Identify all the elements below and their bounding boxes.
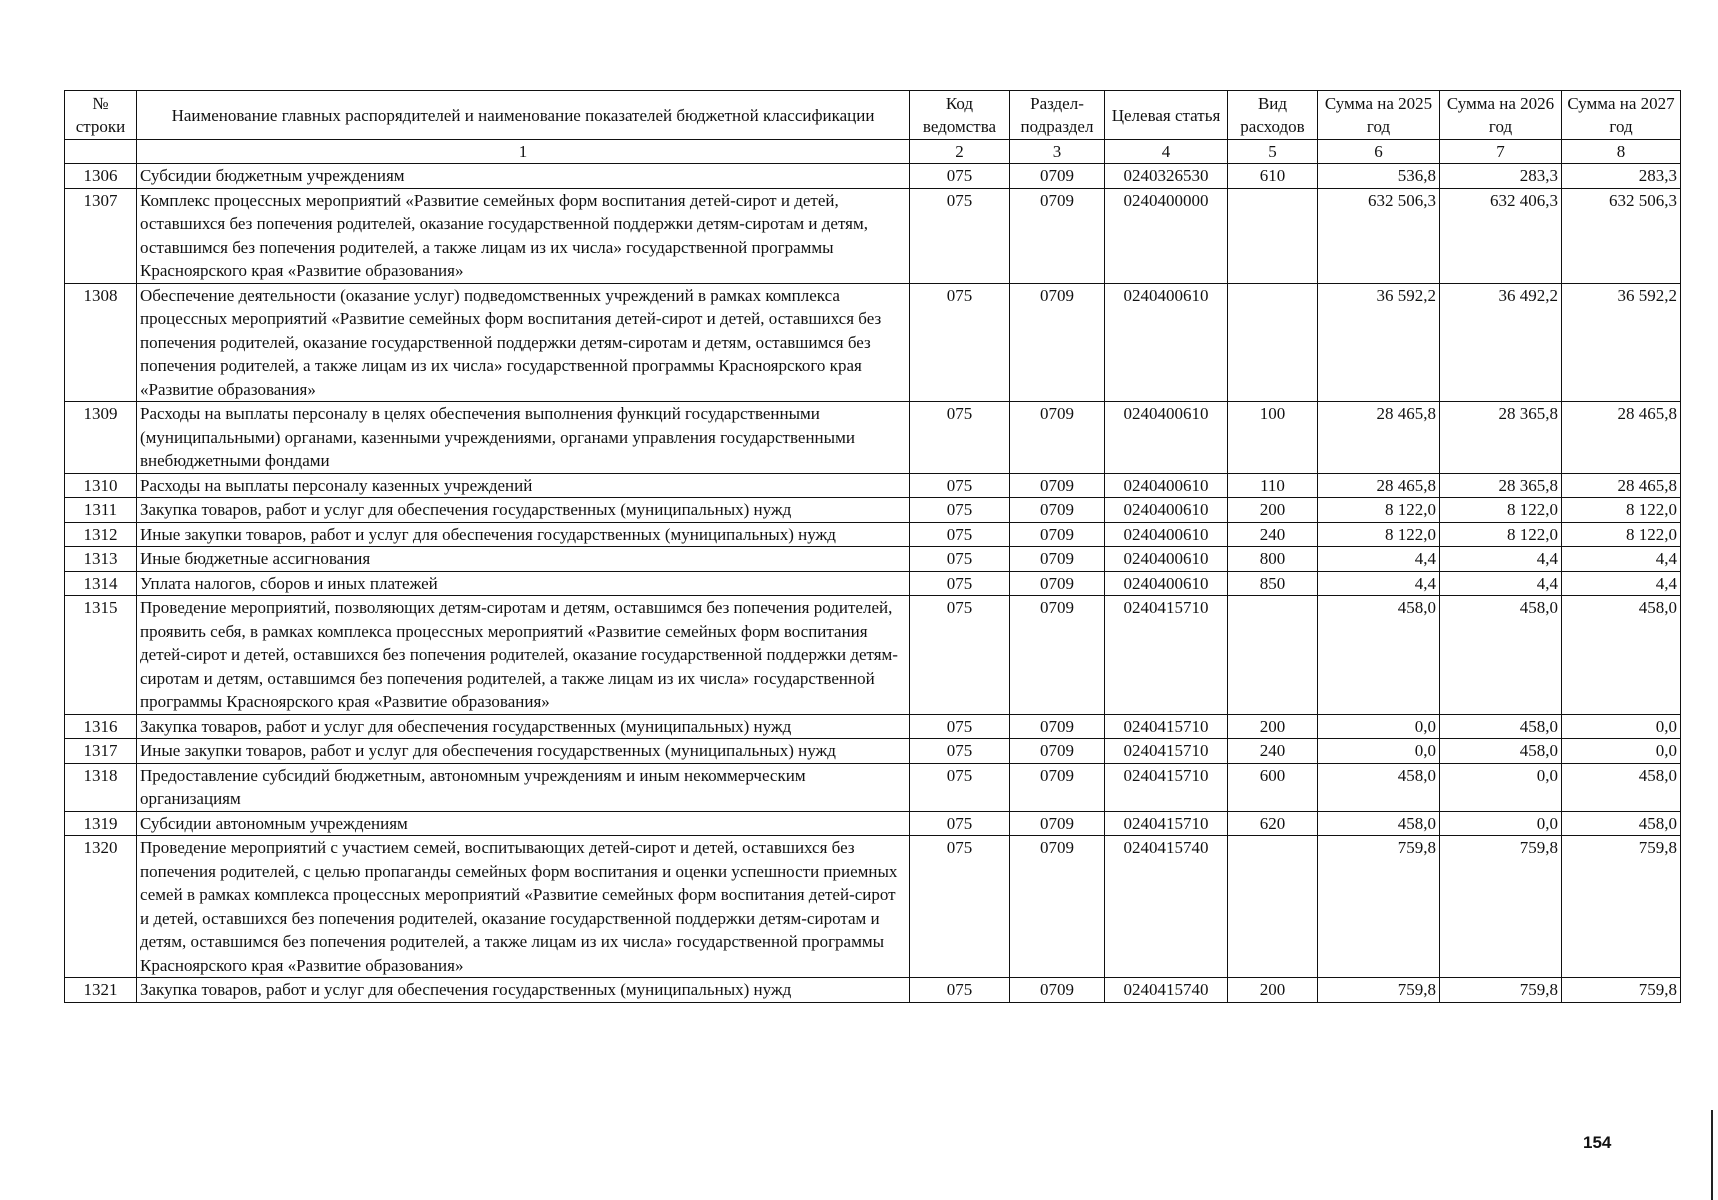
sum-2027-cell: 458,0 — [1562, 763, 1681, 811]
department-code-cell: 075 — [910, 164, 1010, 189]
name-cell: Иные закупки товаров, работ и услуг для обеспечения государственных (муниципальных) нужд — [137, 739, 910, 764]
column-index: 7 — [1440, 140, 1562, 164]
department-code-cell: 075 — [910, 978, 1010, 1003]
sum-2026-cell: 0,0 — [1440, 811, 1562, 836]
name-cell: Уплата налогов, сборов и иных платежей — [137, 571, 910, 596]
department-code-cell: 075 — [910, 571, 1010, 596]
sum-2027-cell: 283,3 — [1562, 164, 1681, 189]
sum-2025-cell: 8 122,0 — [1318, 498, 1440, 523]
table-row — [65, 811, 1681, 836]
expense-type-cell: 600 — [1228, 763, 1318, 811]
table-row — [65, 498, 1681, 523]
row-number-cell: 1309 — [65, 402, 137, 474]
expense-type-cell — [1228, 188, 1318, 283]
sum-2027-cell: 0,0 — [1562, 739, 1681, 764]
name-cell: Субсидии бюджетным учреждениям — [137, 164, 910, 189]
target-article-cell: 0240415710 — [1105, 714, 1228, 739]
header-expense-type: Вид расходов — [1228, 91, 1318, 140]
sum-2027-cell: 632 506,3 — [1562, 188, 1681, 283]
expense-type-cell — [1228, 596, 1318, 715]
sum-2026-cell: 4,4 — [1440, 547, 1562, 572]
row-number-cell: 1320 — [65, 836, 137, 978]
table-body — [65, 164, 1681, 1003]
target-article-cell: 0240415740 — [1105, 978, 1228, 1003]
department-code-cell: 075 — [910, 763, 1010, 811]
sum-2026-cell: 458,0 — [1440, 714, 1562, 739]
section-cell: 0709 — [1010, 547, 1105, 572]
table-row — [65, 571, 1681, 596]
expense-type-cell: 620 — [1228, 811, 1318, 836]
row-number-cell: 1308 — [65, 283, 137, 402]
expense-type-cell: 110 — [1228, 473, 1318, 498]
section-cell: 0709 — [1010, 811, 1105, 836]
expense-type-cell — [1228, 836, 1318, 978]
sum-2026-cell: 28 365,8 — [1440, 473, 1562, 498]
name-cell: Закупка товаров, работ и услуг для обеспечения государственных (муниципальных) нужд — [137, 498, 910, 523]
section-cell: 0709 — [1010, 188, 1105, 283]
sum-2025-cell: 0,0 — [1318, 714, 1440, 739]
row-number-cell: 1310 — [65, 473, 137, 498]
sum-2027-cell: 36 592,2 — [1562, 283, 1681, 402]
table-row — [65, 763, 1681, 811]
sum-2025-cell: 4,4 — [1318, 571, 1440, 596]
sum-2025-cell: 28 465,8 — [1318, 473, 1440, 498]
expense-type-cell: 240 — [1228, 739, 1318, 764]
name-cell: Проведение мероприятий, позволяющих детям-сиротам и детям, оставшимся без попечения родителей, проявить себя, в рамках комплекса процессных мероприятий «Развитие семейных форм воспитания детей-сирот и детей, оставшихся без попечения родителей, оказание государственной поддержки детям-сиротам и детям, оставшимся без попечения родителей, а также лицам из их числа» государственной программы Красноярского края «Развитие образования» — [137, 596, 910, 715]
table-row — [65, 978, 1681, 1003]
table-row — [65, 283, 1681, 402]
target-article-cell: 0240400610 — [1105, 473, 1228, 498]
section-cell: 0709 — [1010, 714, 1105, 739]
row-number-cell: 1312 — [65, 522, 137, 547]
sum-2025-cell: 759,8 — [1318, 836, 1440, 978]
table-row — [65, 473, 1681, 498]
sum-2025-cell: 632 506,3 — [1318, 188, 1440, 283]
header-target-article: Целевая статья — [1105, 91, 1228, 140]
name-cell: Иные закупки товаров, работ и услуг для обеспечения государственных (муниципальных) нужд — [137, 522, 910, 547]
section-cell: 0709 — [1010, 283, 1105, 402]
section-cell: 0709 — [1010, 473, 1105, 498]
header-section: Раздел-подраздел — [1010, 91, 1105, 140]
section-cell: 0709 — [1010, 739, 1105, 764]
row-number-cell: 1311 — [65, 498, 137, 523]
column-index: 6 — [1318, 140, 1440, 164]
sum-2027-cell: 28 465,8 — [1562, 473, 1681, 498]
header-sum-2026: Сумма на 2026 год — [1440, 91, 1562, 140]
row-number-cell: 1321 — [65, 978, 137, 1003]
expense-type-cell: 200 — [1228, 978, 1318, 1003]
page-number: 154 — [1583, 1133, 1612, 1152]
sum-2026-cell: 36 492,2 — [1440, 283, 1562, 402]
sum-2025-cell: 536,8 — [1318, 164, 1440, 189]
sum-2027-cell: 8 122,0 — [1562, 498, 1681, 523]
name-cell: Расходы на выплаты персоналу в целях обеспечения выполнения функций государственными (муниципальными) органами, казенными учреждениями, органами управления государственными внебюджетными фондами — [137, 402, 910, 474]
column-index: 1 — [137, 140, 910, 164]
column-index — [65, 140, 137, 164]
table-header-row — [65, 91, 1681, 140]
sum-2025-cell: 28 465,8 — [1318, 402, 1440, 474]
column-index: 2 — [910, 140, 1010, 164]
target-article-cell: 0240415710 — [1105, 763, 1228, 811]
department-code-cell: 075 — [910, 811, 1010, 836]
sum-2027-cell: 28 465,8 — [1562, 402, 1681, 474]
target-article-cell: 0240400000 — [1105, 188, 1228, 283]
header-sum-2025: Сумма на 2025 год — [1318, 91, 1440, 140]
row-number-cell: 1306 — [65, 164, 137, 189]
sum-2026-cell: 283,3 — [1440, 164, 1562, 189]
table-row — [65, 547, 1681, 572]
row-number-cell: 1316 — [65, 714, 137, 739]
sum-2027-cell: 458,0 — [1562, 811, 1681, 836]
budget-table — [64, 90, 1681, 1003]
expense-type-cell: 850 — [1228, 571, 1318, 596]
sum-2026-cell: 458,0 — [1440, 739, 1562, 764]
table-row — [65, 596, 1681, 715]
department-code-cell: 075 — [910, 473, 1010, 498]
row-number-cell: 1314 — [65, 571, 137, 596]
section-cell: 0709 — [1010, 596, 1105, 715]
sum-2027-cell: 8 122,0 — [1562, 522, 1681, 547]
row-number-cell: 1315 — [65, 596, 137, 715]
name-cell: Закупка товаров, работ и услуг для обеспечения государственных (муниципальных) нужд — [137, 714, 910, 739]
target-article-cell: 0240400610 — [1105, 402, 1228, 474]
sum-2025-cell: 759,8 — [1318, 978, 1440, 1003]
section-cell: 0709 — [1010, 978, 1105, 1003]
sum-2027-cell: 759,8 — [1562, 836, 1681, 978]
target-article-cell: 0240400610 — [1105, 498, 1228, 523]
table-row — [65, 836, 1681, 978]
name-cell: Проведение мероприятий с участием семей, воспитывающих детей-сирот и детей, оставшихся без попечения родителей, с целью пропаганды семейных форм воспитания и оценки успешности приемных семей в рамках комплекса процессных мероприятий «Развитие семейных форм воспитания детей-сирот и детей, оставшихся без попечения родителей, оказание государственной поддержки детям-сиротам и детям, оставшимся без попечения родителей, а также лицам из их числа» государственной программы Красноярского края «Развитие образования» — [137, 836, 910, 978]
sum-2025-cell: 8 122,0 — [1318, 522, 1440, 547]
department-code-cell: 075 — [910, 522, 1010, 547]
section-cell: 0709 — [1010, 164, 1105, 189]
target-article-cell: 0240400610 — [1105, 571, 1228, 596]
table-row — [65, 164, 1681, 189]
sum-2027-cell: 4,4 — [1562, 547, 1681, 572]
section-cell: 0709 — [1010, 522, 1105, 547]
target-article-cell: 0240415710 — [1105, 739, 1228, 764]
expense-type-cell: 100 — [1228, 402, 1318, 474]
table-row — [65, 188, 1681, 283]
header-department-code: Код ведомства — [910, 91, 1010, 140]
column-index-row — [65, 140, 1681, 164]
department-code-cell: 075 — [910, 739, 1010, 764]
expense-type-cell: 200 — [1228, 498, 1318, 523]
department-code-cell: 075 — [910, 188, 1010, 283]
header-sum-2027: Сумма на 2027 год — [1562, 91, 1681, 140]
section-cell: 0709 — [1010, 498, 1105, 523]
target-article-cell: 0240400610 — [1105, 547, 1228, 572]
column-index: 8 — [1562, 140, 1681, 164]
department-code-cell: 075 — [910, 283, 1010, 402]
sum-2027-cell: 759,8 — [1562, 978, 1681, 1003]
table-row — [65, 522, 1681, 547]
name-cell: Закупка товаров, работ и услуг для обеспечения государственных (муниципальных) нужд — [137, 978, 910, 1003]
sum-2027-cell: 458,0 — [1562, 596, 1681, 715]
row-number-cell: 1318 — [65, 763, 137, 811]
row-number-cell: 1313 — [65, 547, 137, 572]
department-code-cell: 075 — [910, 714, 1010, 739]
sum-2026-cell: 759,8 — [1440, 836, 1562, 978]
sum-2026-cell: 632 406,3 — [1440, 188, 1562, 283]
target-article-cell: 0240415740 — [1105, 836, 1228, 978]
target-article-cell: 0240326530 — [1105, 164, 1228, 189]
header-row-number: № строки — [65, 91, 137, 140]
row-number-cell: 1307 — [65, 188, 137, 283]
row-number-cell: 1319 — [65, 811, 137, 836]
table-row — [65, 402, 1681, 474]
sum-2026-cell: 8 122,0 — [1440, 522, 1562, 547]
section-cell: 0709 — [1010, 836, 1105, 978]
column-index: 5 — [1228, 140, 1318, 164]
sum-2026-cell: 4,4 — [1440, 571, 1562, 596]
expense-type-cell: 800 — [1228, 547, 1318, 572]
section-cell: 0709 — [1010, 402, 1105, 474]
table-row — [65, 739, 1681, 764]
name-cell: Обеспечение деятельности (оказание услуг) подведомственных учреждений в рамках комплекса процессных мероприятий «Развитие семейных форм воспитания детей-сирот и детей, оставшихся без попечения родителей, оказание государственной поддержки детям-сиротам и детям, оставшимся без попечения родителей, а также лицам из их числа» государственной программы Красноярского края «Развитие образования» — [137, 283, 910, 402]
sum-2026-cell: 759,8 — [1440, 978, 1562, 1003]
table-row — [65, 714, 1681, 739]
row-number-cell: 1317 — [65, 739, 137, 764]
target-article-cell: 0240415710 — [1105, 811, 1228, 836]
department-code-cell: 075 — [910, 836, 1010, 978]
name-cell: Предоставление субсидий бюджетным, автономным учреждениям и иным некоммерческим организациям — [137, 763, 910, 811]
column-index: 3 — [1010, 140, 1105, 164]
sum-2027-cell: 4,4 — [1562, 571, 1681, 596]
expense-type-cell: 240 — [1228, 522, 1318, 547]
sum-2025-cell: 4,4 — [1318, 547, 1440, 572]
sum-2025-cell: 458,0 — [1318, 596, 1440, 715]
expense-type-cell — [1228, 283, 1318, 402]
sum-2026-cell: 8 122,0 — [1440, 498, 1562, 523]
sum-2025-cell: 36 592,2 — [1318, 283, 1440, 402]
scan-edge-mark — [1711, 1110, 1713, 1200]
name-cell: Иные бюджетные ассигнования — [137, 547, 910, 572]
name-cell: Комплекс процессных мероприятий «Развитие семейных форм воспитания детей-сирот и детей, оставшихся без попечения родителей, оказание государственной поддержки детям-сиротам и детям, оставшимся без попечения родителей, а также лицам из их числа» государственной программы Красноярского края «Развитие образования» — [137, 188, 910, 283]
expense-type-cell: 610 — [1228, 164, 1318, 189]
sum-2025-cell: 458,0 — [1318, 811, 1440, 836]
sum-2025-cell: 0,0 — [1318, 739, 1440, 764]
sum-2026-cell: 458,0 — [1440, 596, 1562, 715]
header-name: Наименование главных распорядителей и наименование показателей бюджетной классификации — [137, 91, 910, 140]
expense-type-cell: 200 — [1228, 714, 1318, 739]
target-article-cell: 0240415710 — [1105, 596, 1228, 715]
target-article-cell: 0240400610 — [1105, 283, 1228, 402]
sum-2026-cell: 28 365,8 — [1440, 402, 1562, 474]
budget-sheet — [64, 90, 1680, 1003]
department-code-cell: 075 — [910, 498, 1010, 523]
department-code-cell: 075 — [910, 402, 1010, 474]
department-code-cell: 075 — [910, 547, 1010, 572]
section-cell: 0709 — [1010, 763, 1105, 811]
sum-2025-cell: 458,0 — [1318, 763, 1440, 811]
sum-2026-cell: 0,0 — [1440, 763, 1562, 811]
sum-2027-cell: 0,0 — [1562, 714, 1681, 739]
column-index: 4 — [1105, 140, 1228, 164]
name-cell: Расходы на выплаты персоналу казенных учреждений — [137, 473, 910, 498]
department-code-cell: 075 — [910, 596, 1010, 715]
target-article-cell: 0240400610 — [1105, 522, 1228, 547]
section-cell: 0709 — [1010, 571, 1105, 596]
name-cell: Субсидии автономным учреждениям — [137, 811, 910, 836]
